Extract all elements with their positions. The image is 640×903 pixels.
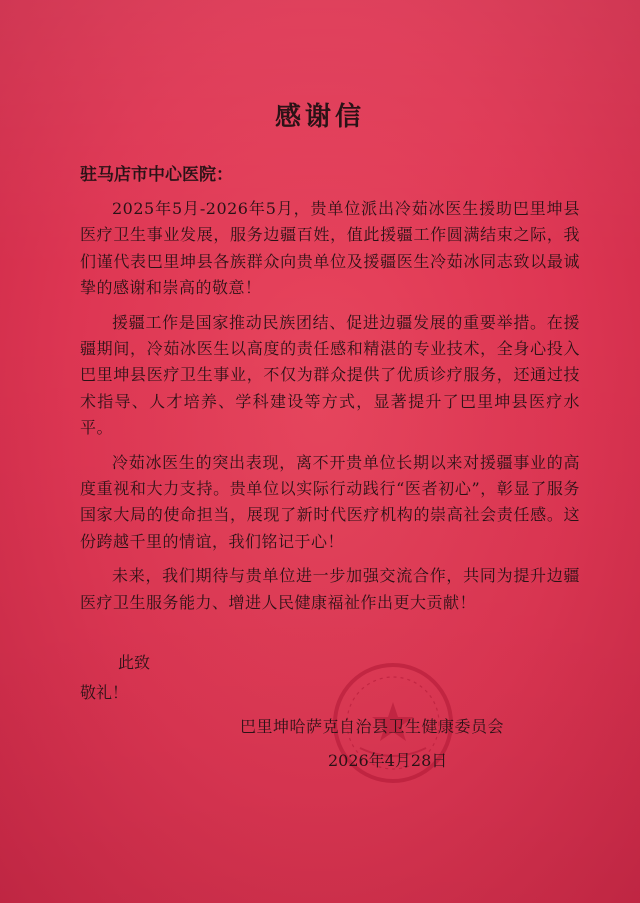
closing-cizhi: 此致	[118, 653, 151, 672]
paragraph-2: 援疆工作是国家推动民族团结、促进边疆发展的重要举措。在援疆期间，冷茹冰医生以高度的责任感和精湛的专业技术，全身心投入巴里坤县医疗卫生事业，不仅为群众提供了优质诊疗服务，还通过技术指导、人才培养、学科建设等方式，显著提升了巴里坤县医疗水平。	[80, 312, 580, 438]
letter-title: 感谢信	[274, 102, 365, 132]
paragraph-4: 未来，我们期待与贵单位进一步加强交流合作，共同为提升边疆医疗卫生服务能力、增进人民健康福祉作出更大贡献！	[80, 566, 580, 612]
closing-jingli: 敬礼！	[80, 683, 129, 702]
letter-salutation: 驻马店市中心医院：	[80, 165, 233, 185]
issuing-organization: 巴里坤哈萨克自治县卫生健康委员会	[240, 717, 505, 736]
paragraph-3: 冷茹冰医生的突出表现，离不开贵单位长期以来对援疆事业的高度重视和大力支持。贵单位以实际行动践行“医者初心”，彰显了服务国家大局的使命担当，展现了新时代医疗机构的崇高社会责任感。这份跨越千里的情谊，我们铭记于心！	[80, 452, 580, 551]
letter-date: 2026年4月28日	[328, 751, 448, 770]
letter-body	[80, 196, 580, 624]
paragraph-1: 2025年5月-2026年5月，贵单位派出冷茹冰医生援助巴里坤县医疗卫生事业发展，服务边疆百姓，值此援疆工作圆满结束之际，我们谨代表巴里坤县各族群众向贵单位及援疆医生冷茹冰同志致以最诚挚的感谢和崇高的敬意！	[80, 199, 580, 298]
